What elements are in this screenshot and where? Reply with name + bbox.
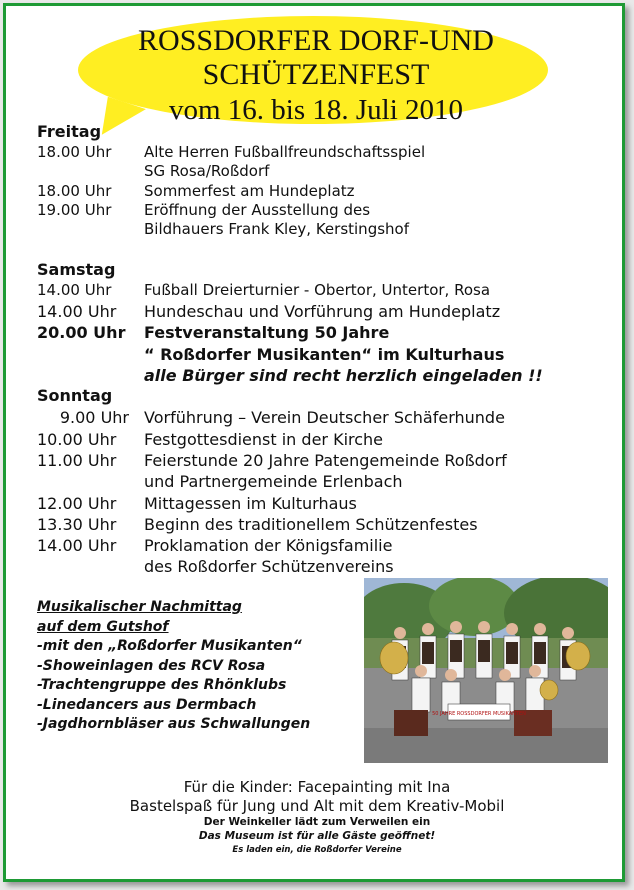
time: 10.00 Uhr — [37, 430, 117, 449]
schedule-row-cont — [37, 366, 617, 386]
description: Alte Herren Fußballfreundschaftsspiel — [144, 143, 426, 161]
time: 20.00 Uhr — [37, 323, 126, 342]
band-banner-text: 50 JAHRE ROSSDORFER MUSIKANTEN — [432, 711, 526, 717]
organizers-note: Es laden ein, die Roßdorfer Vereine — [232, 845, 402, 855]
day-heading-sunday: Sonntag — [37, 386, 113, 405]
schedule-row-cont — [37, 162, 617, 182]
description: des Roßdorfer Schützenvereins — [144, 557, 394, 576]
schedule-row — [37, 515, 617, 535]
description: Festveranstaltung 50 Jahre — [144, 323, 390, 342]
time: 19.00 Uhr — [37, 201, 112, 219]
schedule-row-highlight — [37, 323, 617, 343]
time: 14.00 Uhr — [37, 281, 112, 299]
kids-activity-line: Für die Kinder: Facepainting mit Ina — [183, 778, 451, 796]
description: Sommerfest am Hundeplatz — [144, 182, 355, 200]
description: Beginn des traditionellem Schützenfestes — [144, 515, 478, 534]
schedule-row — [37, 536, 617, 556]
event-poster — [3, 3, 625, 882]
musical-heading: Musikalischer Nachmittag — [37, 599, 242, 615]
time: 14.00 Uhr — [37, 302, 117, 321]
description: Feierstunde 20 Jahre Patengemeinde Roßdorf — [144, 451, 507, 470]
time: 9.00 Uhr — [59, 408, 129, 427]
schedule-row — [37, 408, 617, 428]
description: Fußball Dreierturnier - Obertor, Untertor, Rosa — [144, 281, 491, 299]
description: Festgottesdienst in der Kirche — [144, 430, 384, 449]
band-photo-illustration — [364, 578, 608, 763]
description: SG Rosa/Roßdorf — [144, 162, 270, 180]
list-item: -Trachtengruppe des Rhönklubs — [37, 677, 287, 693]
title-line-2: SCHÜTZENFEST — [202, 58, 430, 91]
description: Proklamation der Königsfamilie — [144, 536, 393, 555]
list-item: -mit den „Roßdorfer Musikanten“ — [37, 638, 302, 654]
schedule-row-cont — [37, 345, 617, 365]
description: Eröffnung der Ausstellung des — [144, 201, 371, 219]
band-photo — [364, 578, 608, 763]
schedule-row — [37, 302, 617, 322]
time: 11.00 Uhr — [37, 451, 117, 470]
schedule-row-cont — [37, 472, 617, 492]
schedule-row — [37, 430, 617, 450]
musical-afternoon-list — [37, 598, 310, 735]
schedule-row — [37, 143, 617, 163]
day-heading-saturday: Samstag — [37, 260, 116, 279]
time: 12.00 Uhr — [37, 494, 117, 513]
schedule-row-cont — [37, 557, 617, 577]
invitation-text: alle Bürger sind recht herzlich eingeladen !! — [144, 366, 543, 385]
schedule-row — [37, 451, 617, 471]
day-heading-friday: Freitag — [37, 122, 102, 141]
time: 18.00 Uhr — [37, 143, 112, 161]
schedule-row — [37, 281, 617, 301]
title-line-1: ROSSDORFER DORF-UND — [138, 24, 494, 57]
schedule-row — [37, 201, 617, 221]
musical-subheading: auf dem Gutshof — [37, 618, 169, 635]
time: 14.00 Uhr — [37, 536, 117, 555]
museum-note: Das Museum ist für alle Gäste geöffnet! — [198, 830, 436, 842]
time: 13.30 Uhr — [37, 515, 117, 534]
schedule-row — [37, 494, 617, 514]
description: “ Roßdorfer Musikanten“ im Kulturhaus — [144, 345, 505, 364]
description: Hundeschau und Vorführung am Hundeplatz — [144, 302, 501, 321]
time: 18.00 Uhr — [37, 182, 112, 200]
description: Mittagessen im Kulturhaus — [144, 494, 357, 513]
craft-activity-line: Bastelspaß für Jung und Alt mit dem Kreativ-Mobil — [129, 797, 505, 815]
schedule-row — [37, 182, 617, 202]
description: Bildhauers Frank Kley, Kerstingshof — [144, 220, 409, 238]
list-item: -Jagdhornbläser aus Schwallungen — [37, 716, 311, 732]
description: und Partnergemeinde Erlenbach — [144, 472, 403, 491]
schedule-row-cont — [37, 220, 617, 240]
description: Vorführung – Verein Deutscher Schäferhunde — [144, 408, 505, 427]
list-item: -Showeinlagen des RCV Rosa — [37, 657, 266, 674]
list-item: -Linedancers aus Dermbach — [37, 696, 257, 713]
title-dates: vom 16. bis 18. Juli 2010 — [168, 94, 464, 126]
wine-cellar-note: Der Weinkeller lädt zum Verweilen ein — [203, 816, 431, 828]
